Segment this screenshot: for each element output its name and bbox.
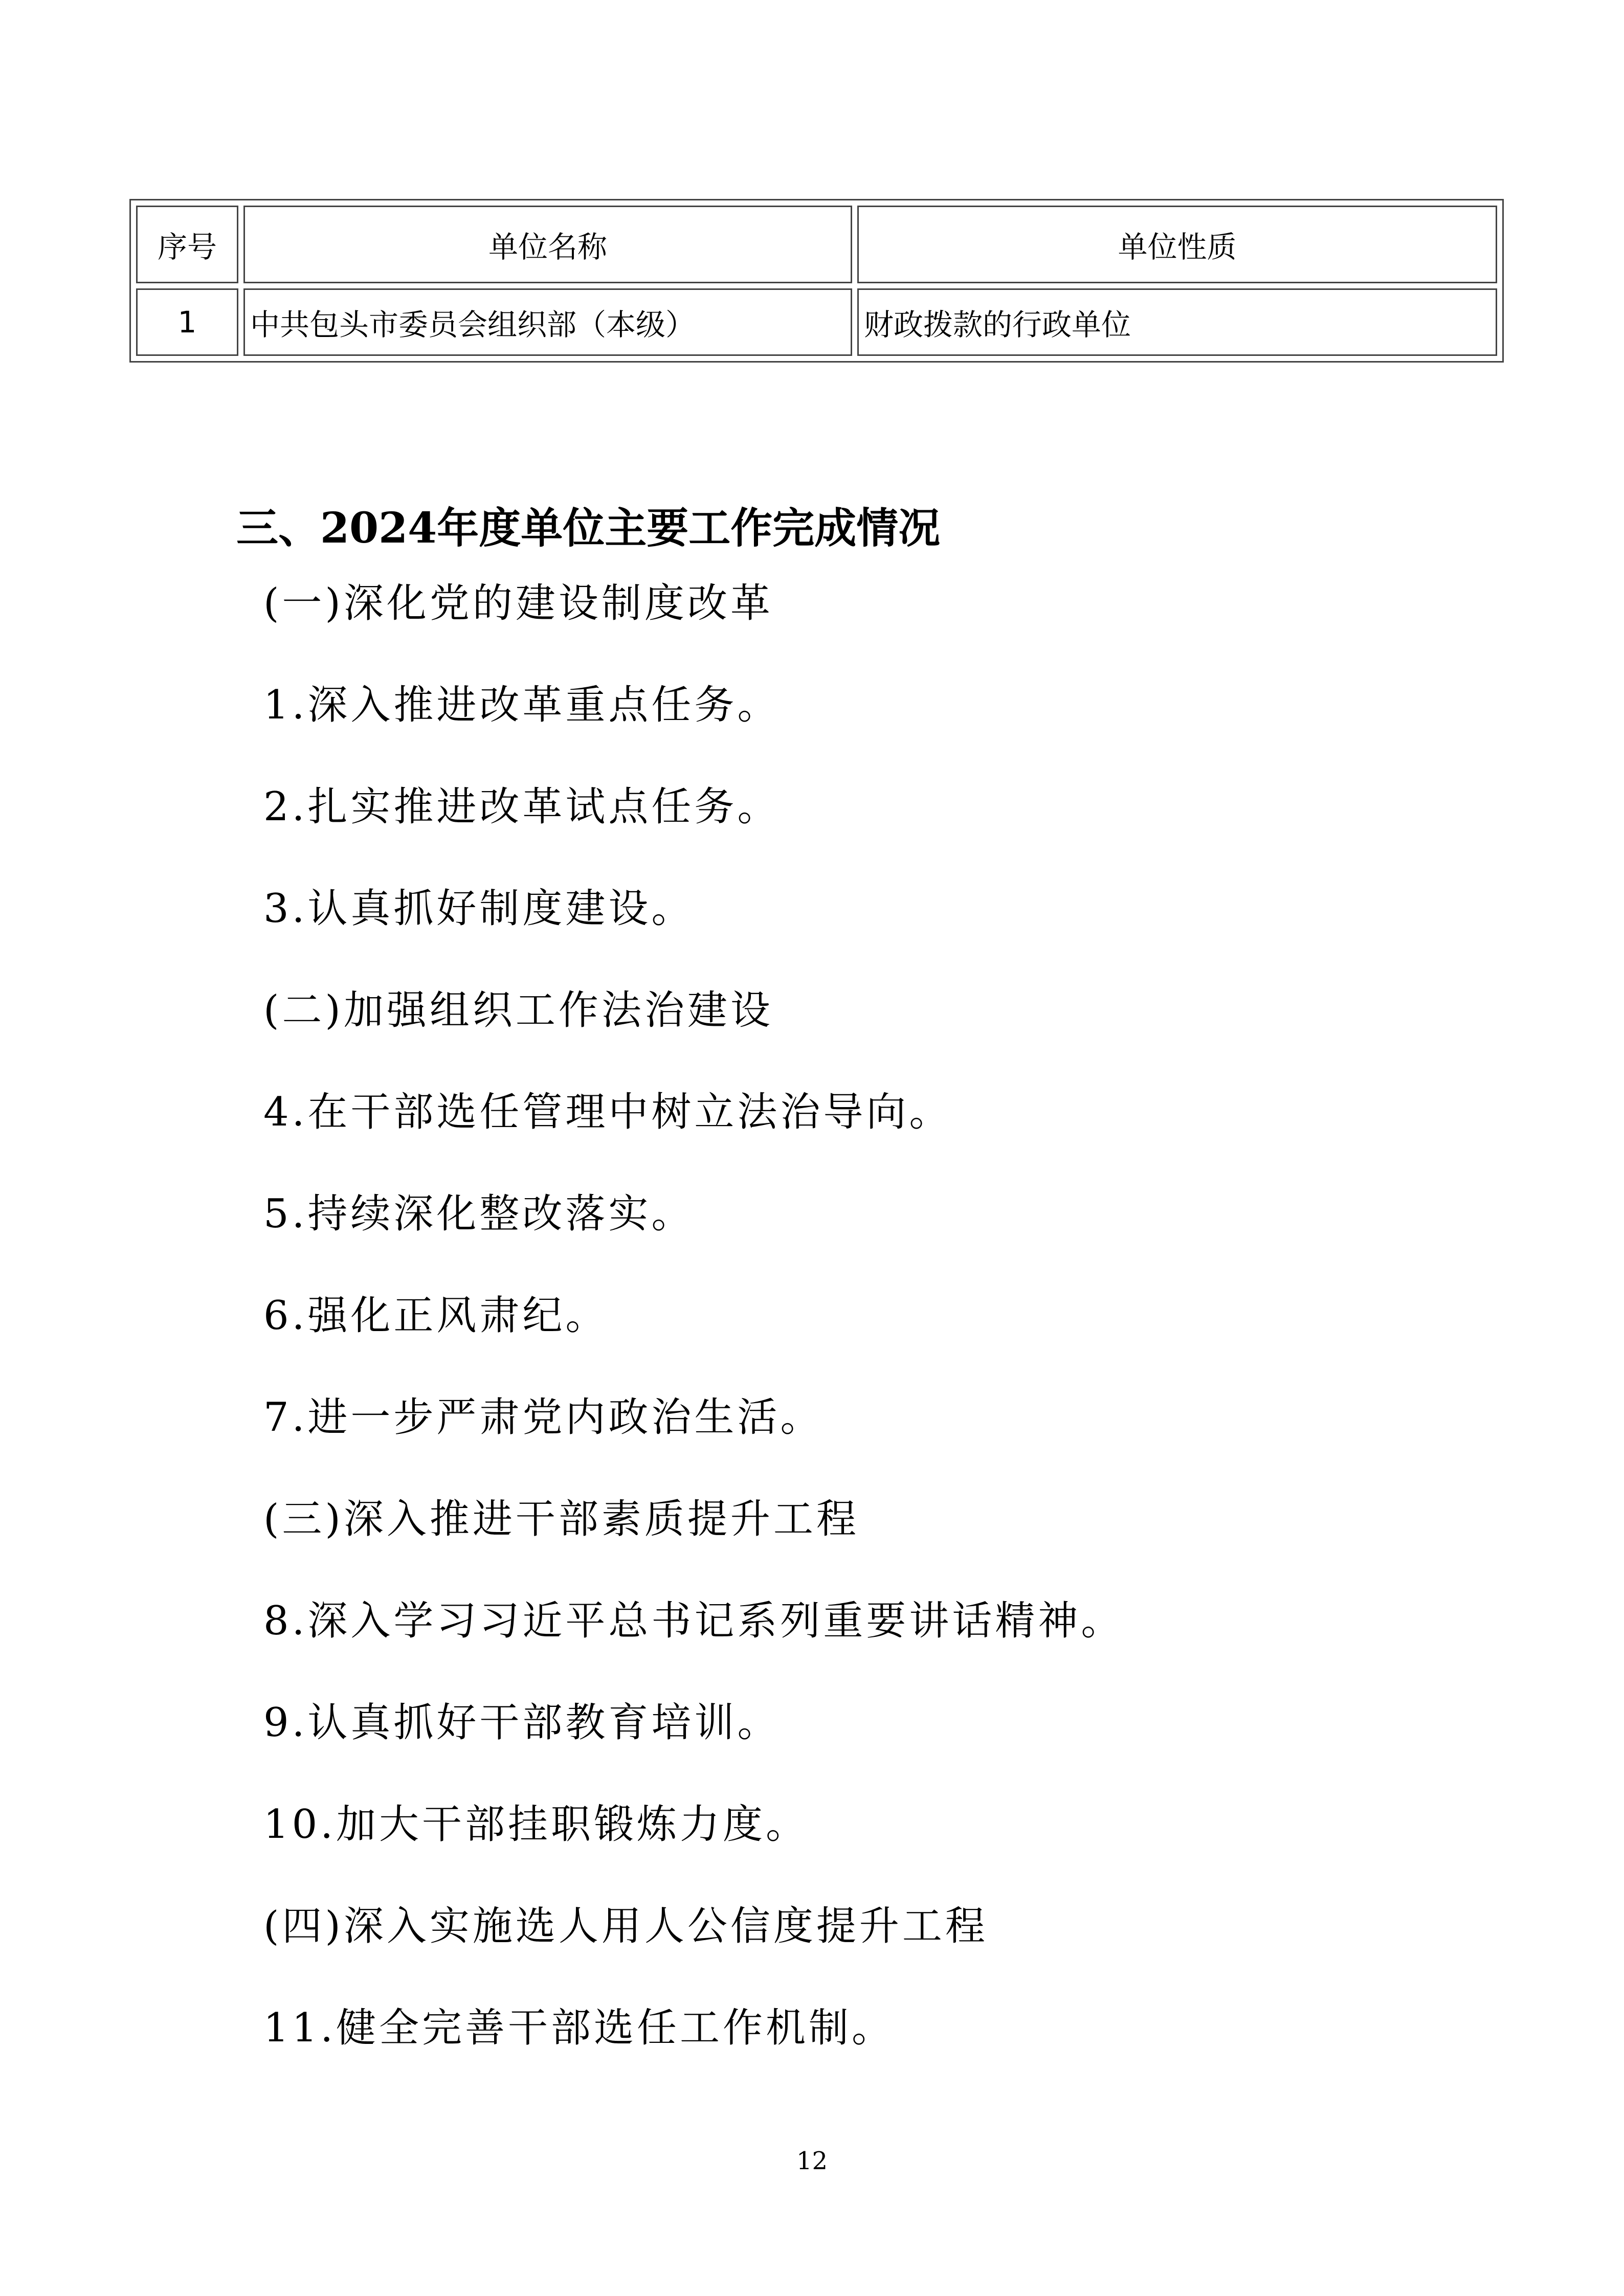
cell-seq: 1	[136, 288, 238, 356]
page-number: 12	[796, 2147, 828, 2175]
header-unit-nature: 单位性质	[857, 206, 1497, 283]
list-item: 11.健全完善干部选任工作机制。	[263, 2005, 895, 2051]
list-item: 5.持续深化整改落实。	[263, 1191, 695, 1237]
subheading-2: (二)加强组织工作法治建设	[263, 987, 773, 1033]
subheading-3: (三)深入推进干部素质提升工程	[263, 1496, 859, 1542]
header-unit-name: 单位名称	[243, 206, 852, 283]
list-item: 9.认真抓好干部教育培训。	[263, 1700, 781, 1746]
list-item: 7.进一步严肃党内政治生活。	[263, 1394, 824, 1440]
list-item: 3.认真抓好制度建设。	[263, 886, 695, 932]
cell-unit-name: 中共包头市委员会组织部（本级）	[243, 288, 852, 356]
list-item: 10.加大干部挂职锻炼力度。	[263, 1802, 809, 1848]
list-item: 6.强化正风肃纪。	[263, 1293, 609, 1339]
table-header-row	[136, 206, 1497, 283]
list-item: 1.深入推进改革重点任务。	[263, 682, 781, 728]
list-item: 4.在干部选任管理中树立法治导向。	[263, 1089, 952, 1135]
subheading-1: (一)深化党的建设制度改革	[263, 580, 773, 626]
cell-unit-nature: 财政拨款的行政单位	[857, 288, 1497, 356]
header-seq: 序号	[136, 206, 238, 283]
subheading-4: (四)深入实施选人用人公信度提升工程	[263, 1903, 988, 1949]
list-item: 2.扎实推进改革试点任务。	[263, 784, 781, 830]
table-row	[136, 288, 1497, 356]
work-items-list	[263, 578, 1124, 2104]
section-heading: 三、2024年度单位主要工作完成情况	[236, 504, 941, 553]
unit-info-table	[129, 199, 1504, 363]
list-item: 8.深入学习习近平总书记系列重要讲话精神。	[263, 1598, 1124, 1644]
